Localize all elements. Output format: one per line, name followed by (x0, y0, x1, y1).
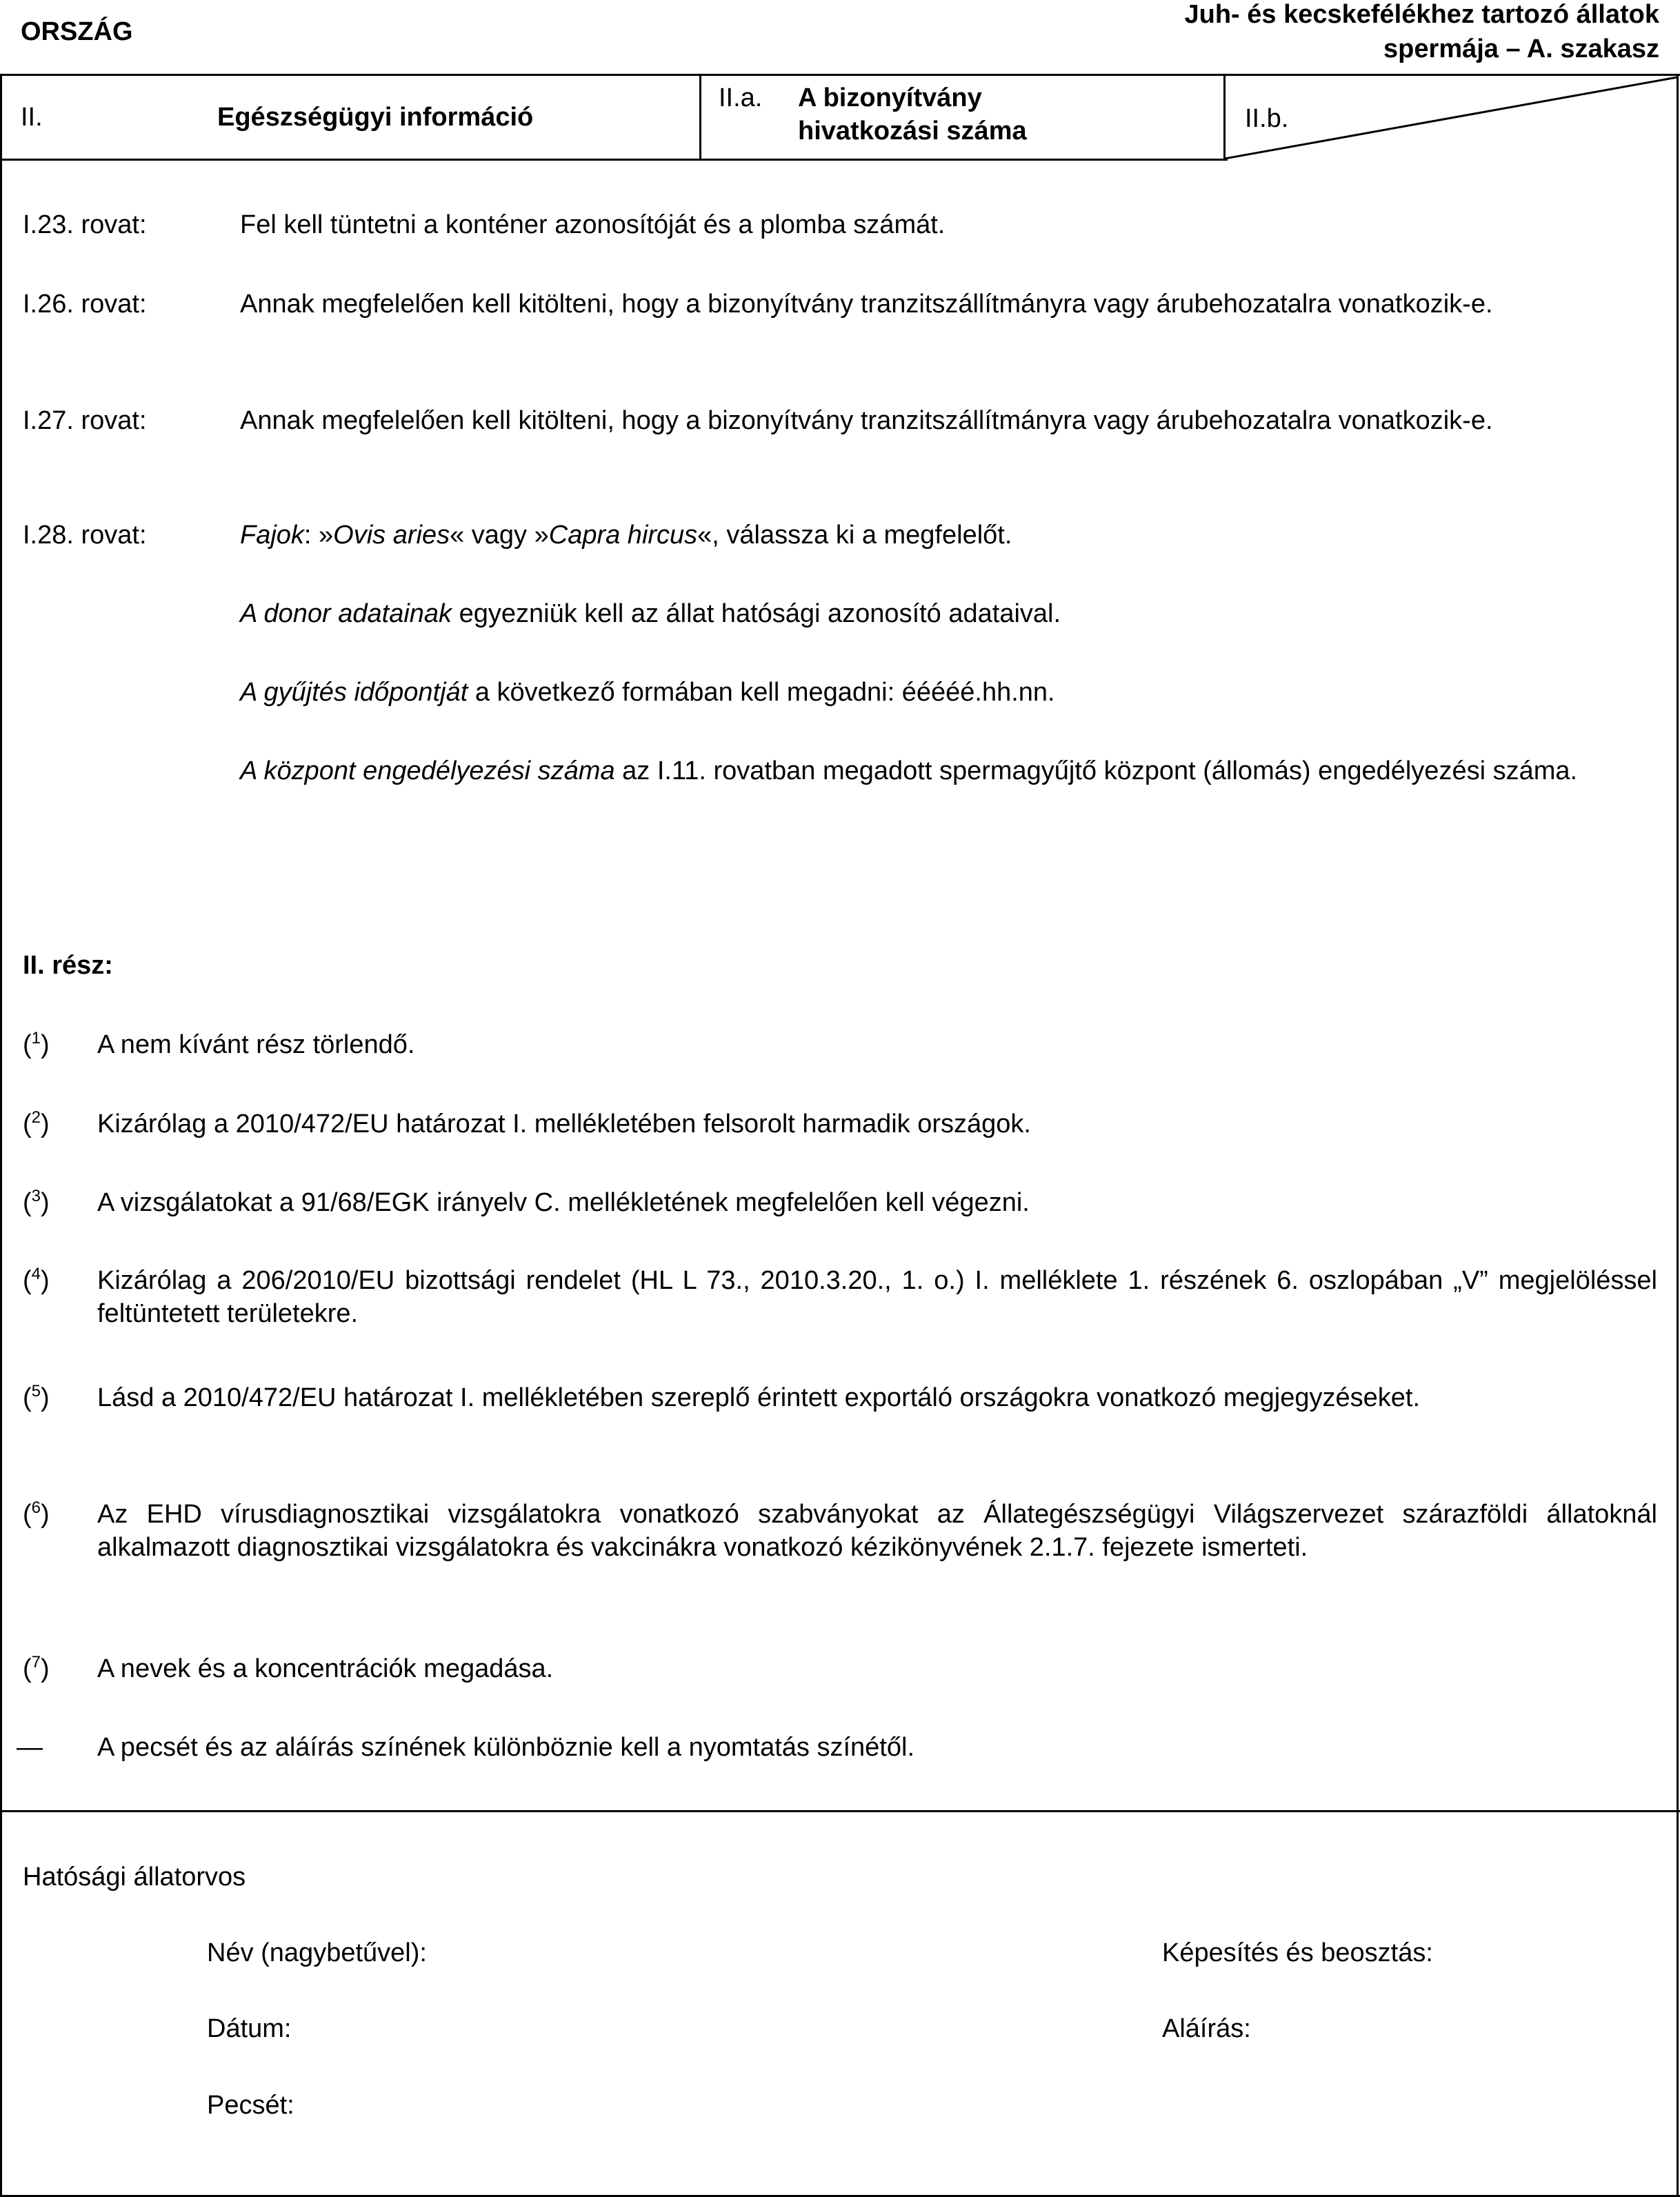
date-field-label: Dátum: (207, 2014, 292, 2043)
footnote-text-5: Lásd a 2010/472/EU határozat I. mellékletében szereplő érintett exportáló országokra vonatkozó megjegyzéseket. (97, 1383, 1421, 1412)
row-label-i26: I.26. rovat: (23, 290, 147, 319)
row-label-i27: I.27. rovat: (23, 406, 147, 435)
row-i28-species: Fajok: »Ovis aries« vagy »Capra hircus«, válassza ki a megfelelőt. (240, 521, 1012, 550)
footnote-marker-7: ($^7$) (23, 1653, 50, 1683)
certificate-title (1184, 0, 1659, 66)
ref-title-line2: hivatkozási száma (798, 117, 1027, 146)
country-label: ORSZÁG (21, 17, 133, 46)
footnote-marker-1: ($^1$) (23, 1029, 50, 1059)
footnote-marker-3: ($^3$) (23, 1187, 50, 1217)
row-i28-collection-date: A gyűjtés időpontját a következő formában kell megadni: ééééé.hh.nn. (240, 678, 1055, 707)
ref-title (798, 81, 1027, 148)
footnote-marker-4: ($^4$) (23, 1265, 50, 1295)
signature-field-label: Aláírás: (1162, 2014, 1251, 2043)
certificate-title-line1: Juh- és kecskefélékhez tartozó állatok (1184, 0, 1659, 29)
frame-left-border (0, 74, 2, 2197)
stamp-field-label: Pecsét: (207, 2091, 294, 2120)
footnote-text-2: Kizárólag a 2010/472/EU határozat I. mellékletében felsorolt harmadik országok. (97, 1110, 1031, 1138)
section-title: Egészségügyi információ (217, 103, 534, 132)
official-vet-heading: Hatósági állatorvos (23, 1863, 246, 1892)
footnote-marker-2: ($^2$) (23, 1108, 50, 1138)
row-text-i26: Annak megfelelően kell kitölteni, hogy a bizonyítvány tranzitszállítmányra vagy árubehozatalra vonatkozik-e. (240, 290, 1493, 319)
footnote-text-3: A vizsgálatokat a 91/68/EGK irányelv C. mellékletének megfelelően kell végezni. (97, 1188, 1030, 1217)
row-text-i23: Fel kell tüntetni a konténer azonosítóját és a plomba számát. (240, 210, 946, 239)
qualification-field-label: Képesítés és beosztás: (1162, 1938, 1433, 1967)
ref-a-label: II.a. (719, 83, 763, 112)
certificate-title-line2: spermája – A. szakasz (1383, 34, 1659, 63)
header-bottom-rule (0, 159, 1228, 161)
name-field-label: Név (nagybetűvel): (207, 1938, 427, 1967)
signature-section-rule (0, 1810, 1680, 1812)
frame-right-border (1677, 74, 1679, 2197)
ref-b-label: II.b. (1245, 104, 1289, 133)
footnote-text-6: Az EHD vírusdiagnosztikai vizsgálatokra vonatkozó szabványokat az Állategészségügyi Világszervezet szárazföldi állatoknál alkalmazott diagnosztikai vizsgálatokra és vakcinákra vonatkozó kézikönyvének 2.1.7. fejezete ismerteti. (97, 1500, 1657, 1562)
row-i28-donor: A donor adatainak egyezniük kell az állat hatósági azonosító adataival. (240, 599, 1061, 628)
footnote-text-7: A nevek és a koncentrációk megadása. (97, 1654, 554, 1683)
dash-marker: — (17, 1733, 43, 1762)
footnote-text-1: A nem kívánt rész törlendő. (97, 1030, 415, 1059)
row-label-i23: I.23. rovat: (23, 210, 147, 239)
part2-heading: II. rész: (23, 951, 113, 980)
footnote-marker-6: ($^6$) (23, 1498, 50, 1529)
section-number: II. (21, 103, 43, 132)
ref-b-diagonal-line (1225, 74, 1680, 160)
header-divider-1 (699, 74, 701, 159)
dash-note-text: A pecsét és az aláírás színének különböznie kell a nyomtatás színétől. (97, 1733, 914, 1762)
footnote-text-4: Kizárólag a 206/2010/EU bizottsági rendelet (HL L 73., 2010.3.20., 1. o.) I. melléklete 1. részének 6. oszlopában „V” megjelöléssel feltüntetett területekre. (97, 1266, 1657, 1328)
row-text-i27: Annak megfelelően kell kitölteni, hogy a bizonyítvány tranzitszállítmányra vagy árubehozatalra vonatkozik-e. (240, 406, 1493, 435)
row-label-i28: I.28. rovat: (23, 521, 147, 550)
footnote-marker-5: ($^5$) (23, 1382, 50, 1412)
row-i28-approval-number: A központ engedélyezési száma az I.11. rovatban megadott spermagyűjtő központ (állomás) engedélyezési száma. (240, 756, 1578, 785)
ref-title-line1: A bizonyítvány (798, 83, 982, 112)
